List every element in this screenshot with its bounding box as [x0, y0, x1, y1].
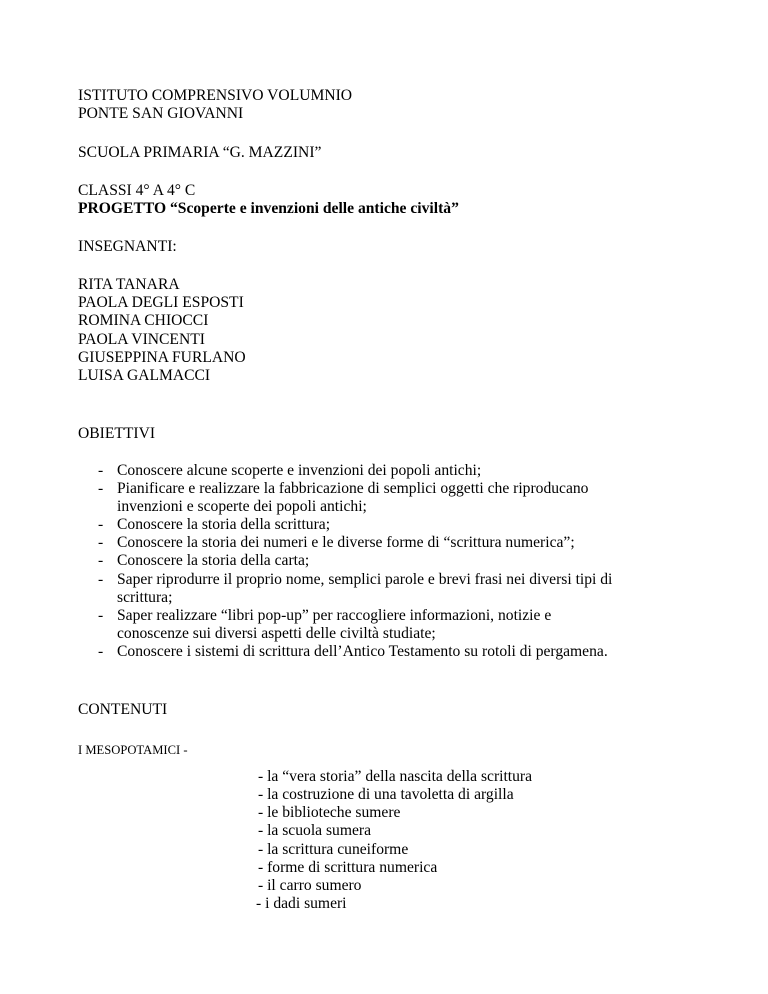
contents-item: - i dadi sumeri [256, 895, 347, 912]
objective-item: Conoscere la storia della scrittura; [117, 516, 331, 533]
teacher-name: GIUSEPPINA FURLANO [78, 349, 246, 366]
bullet-dash: - [98, 571, 104, 588]
school-name: ISTITUTO COMPRENSIVO VOLUMNIO [78, 87, 353, 104]
teacher-name: LUISA GALMACCI [78, 367, 211, 384]
objective-item: Conoscere i sistemi di scrittura dell’Antico Testamento su rotoli di pergamena. [117, 643, 608, 660]
project-title: PROGETTO “Scoperte e invenzioni delle antiche civiltà” [78, 200, 459, 217]
teacher-name: PAOLA DEGLI ESPOSTI [78, 294, 244, 311]
school-location: PONTE SAN GIOVANNI [78, 105, 244, 122]
objective-item: Pianificare e realizzare la fabbricazione di semplici oggetti che riproducano [117, 480, 589, 497]
contents-item: - le biblioteche sumere [258, 804, 401, 821]
bullet-dash: - [98, 516, 104, 533]
contents-item: - la scrittura cuneiforme [258, 841, 409, 858]
contents-item: - la costruzione di una tavoletta di argilla [258, 786, 514, 803]
objective-item: Conoscere la storia della carta; [117, 552, 310, 569]
objective-item-continued: conoscenze sui diversi aspetti delle civiltà studiate; [117, 625, 436, 642]
objective-item: Conoscere la storia dei numeri e le diverse forme di “scrittura numerica”; [117, 534, 575, 551]
bullet-dash: - [98, 552, 104, 569]
bullet-dash: - [98, 480, 104, 497]
objective-item: Saper realizzare “libri pop-up” per raccogliere informazioni, notizie e [117, 607, 552, 624]
contents-item: - forme di scrittura numerica [258, 859, 438, 876]
classes-line: CLASSI 4° A 4° C [78, 182, 196, 199]
teachers-heading: INSEGNANTI: [78, 238, 177, 255]
contents-item: - il carro sumero [258, 877, 362, 894]
objective-item-continued: invenzioni e scoperte dei popoli antichi; [117, 498, 367, 515]
teacher-name: PAOLA VINCENTI [78, 331, 205, 348]
objectives-heading: OBIETTIVI [78, 425, 156, 442]
bullet-dash: - [98, 643, 104, 660]
objective-item-continued: scrittura; [117, 589, 173, 606]
primary-school-name: SCUOLA PRIMARIA “G. MAZZINI” [78, 144, 322, 161]
teacher-name: ROMINA CHIOCCI [78, 312, 209, 329]
contents-group-label: I MESOPOTAMICI - [78, 743, 188, 757]
bullet-dash: - [98, 534, 104, 551]
bullet-dash: - [98, 607, 104, 624]
contents-item: - la “vera storia” della nascita della scrittura [258, 768, 533, 785]
contents-item: - la scuola sumera [258, 822, 372, 839]
teacher-name: RITA TANARA [78, 276, 180, 293]
bullet-dash: - [98, 462, 104, 479]
contents-heading: CONTENUTI [78, 701, 168, 718]
objective-item: Saper riprodurre il proprio nome, semplici parole e brevi frasi nei diversi tipi di [117, 571, 613, 588]
objective-item: Conoscere alcune scoperte e invenzioni dei popoli antichi; [117, 462, 482, 479]
